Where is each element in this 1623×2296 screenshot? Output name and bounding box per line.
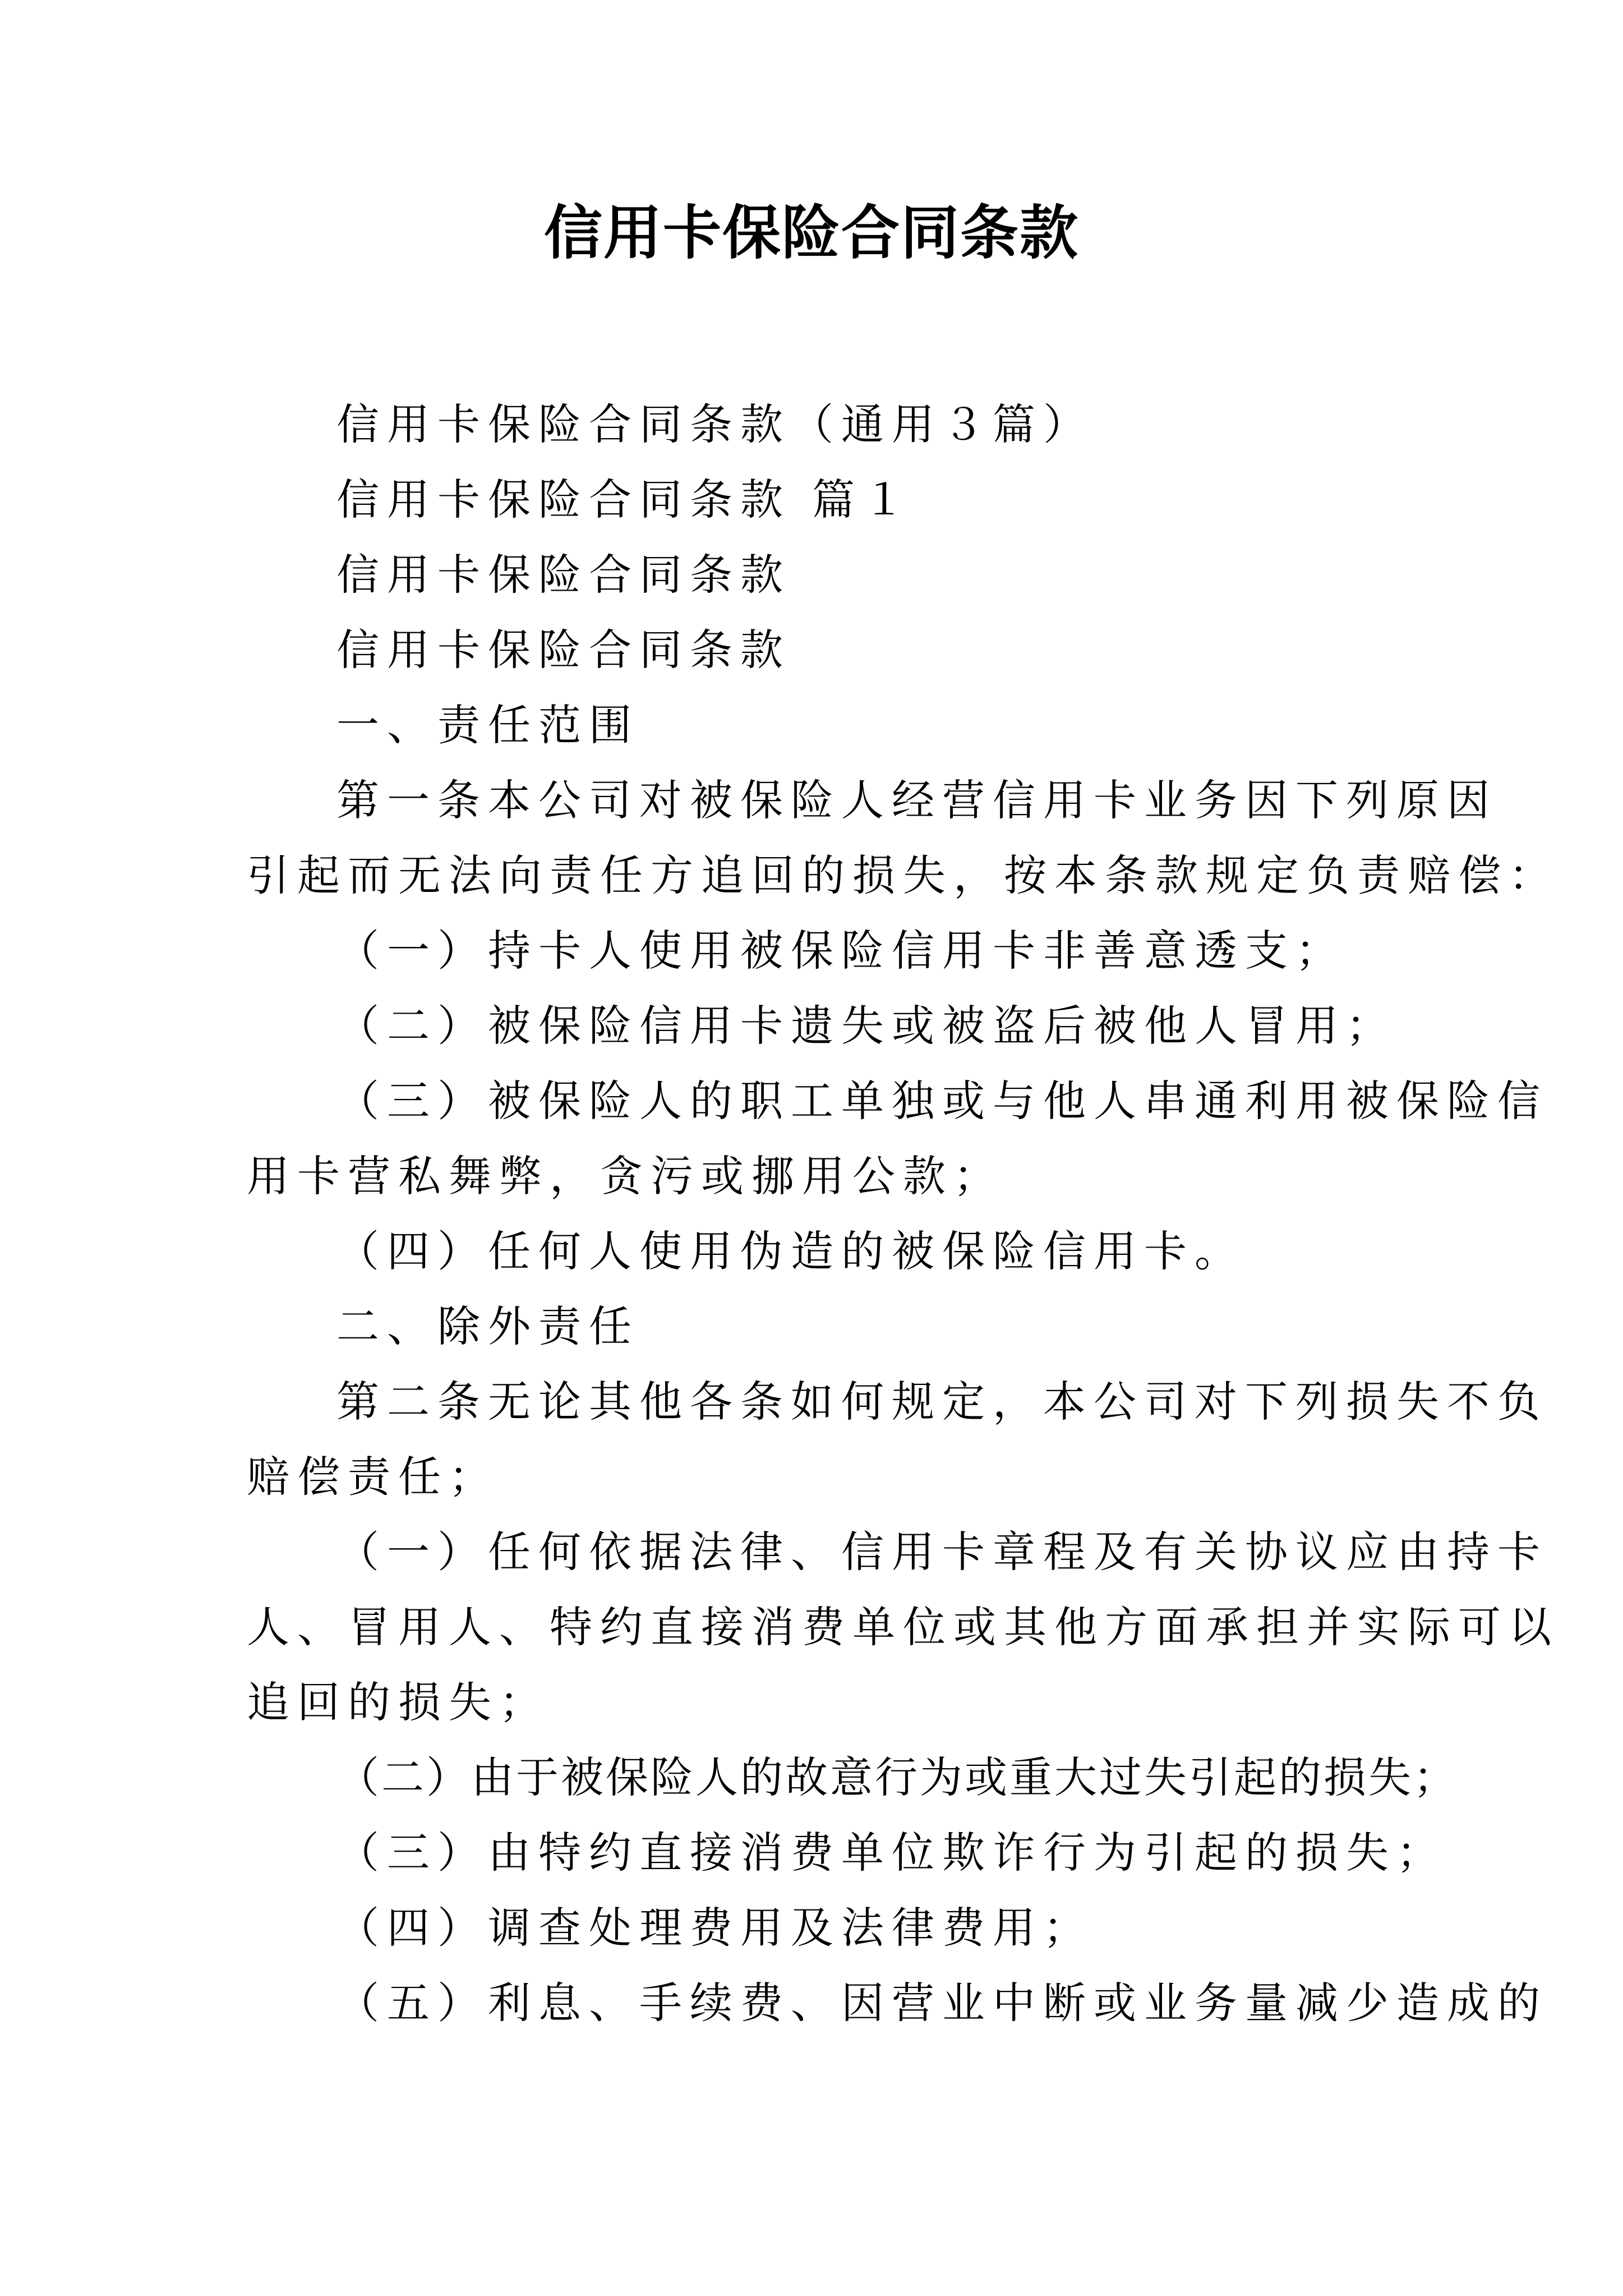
paragraph-line: 第二条无论其他各条如何规定，本公司对下列损失不负 [336, 1377, 1548, 1427]
paragraph-subtitle [247, 537, 1380, 613]
paragraph-line: （一）持卡人使用被保险信用卡非善意透支； [336, 926, 1346, 976]
paragraph-line: 用卡营私舞弊，贪污或挪用公款； [247, 1151, 1004, 1201]
list-item-paragraph [247, 1815, 1447, 1890]
paragraph-line: 第一条本公司对被保险人经营信用卡业务因下列原因 [336, 775, 1497, 825]
article-paragraph [247, 1364, 1548, 1515]
list-item-paragraph [247, 1515, 1559, 1740]
list-item-paragraph [247, 1064, 1548, 1214]
section-heading [247, 688, 1380, 763]
paragraph-line: 引起而无法向责任方追回的损失，按本条款规定负责赔偿： [247, 850, 1559, 900]
paragraph-line: （一）任何依据法律、信用卡章程及有关协议应由持卡 [336, 1527, 1548, 1577]
paragraph-line: 追回的损失； [247, 1677, 550, 1727]
paragraph-line: 二、除外责任 [336, 1301, 639, 1351]
paragraph-intro-title [247, 387, 1380, 462]
list-item-paragraph [247, 1966, 1548, 2041]
article-paragraph [247, 763, 1559, 913]
paragraph-subtitle [247, 613, 1380, 688]
paragraph-line: （四）任何人使用伪造的被保险信用卡。 [336, 1226, 1245, 1276]
paragraph-line: （二）被保险信用卡遗失或被盗后被他人冒用； [336, 1001, 1396, 1051]
paragraph-line: （三）由特约直接消费单位欺诈行为引起的损失； [336, 1828, 1447, 1878]
list-item-paragraph [247, 988, 1396, 1064]
paragraph-line: （五）利息、手续费、因营业中断或业务量减少造成的 [336, 1978, 1548, 2028]
paragraph-line: 人、冒用人、特约直接消费单位或其他方面承担并实际可以 [247, 1602, 1559, 1652]
paragraph-line: 赔偿责任； [247, 1452, 499, 1502]
paragraph-line: 一、责任范围 [336, 700, 639, 750]
list-item-paragraph [247, 1214, 1380, 1289]
document-title: 信用卡保险合同条款 [543, 198, 1079, 267]
list-item-paragraph [247, 913, 1380, 988]
section-heading [247, 1289, 1380, 1364]
paragraph-line: （三）被保险人的职工单独或与他人串通利用被保险信 [336, 1076, 1548, 1126]
paragraph-line: 信用卡保险合同条款（通用３篇） [336, 399, 1094, 449]
paragraph-line: 信用卡保险合同条款 篇１ [336, 475, 914, 524]
paragraph-line: 信用卡保险合同条款 [336, 625, 791, 675]
list-item-paragraph [247, 1740, 1458, 1815]
paragraph-chapter-heading [247, 462, 1380, 537]
paragraph-line: （二）由于被保险人的故意行为或重大过失引起的损失； [336, 1752, 1458, 1802]
list-item-paragraph [247, 1890, 1380, 1966]
paragraph-line: 信用卡保险合同条款 [336, 550, 791, 600]
paragraph-line: （四）调查处理费用及法律费用； [336, 1903, 1094, 1953]
